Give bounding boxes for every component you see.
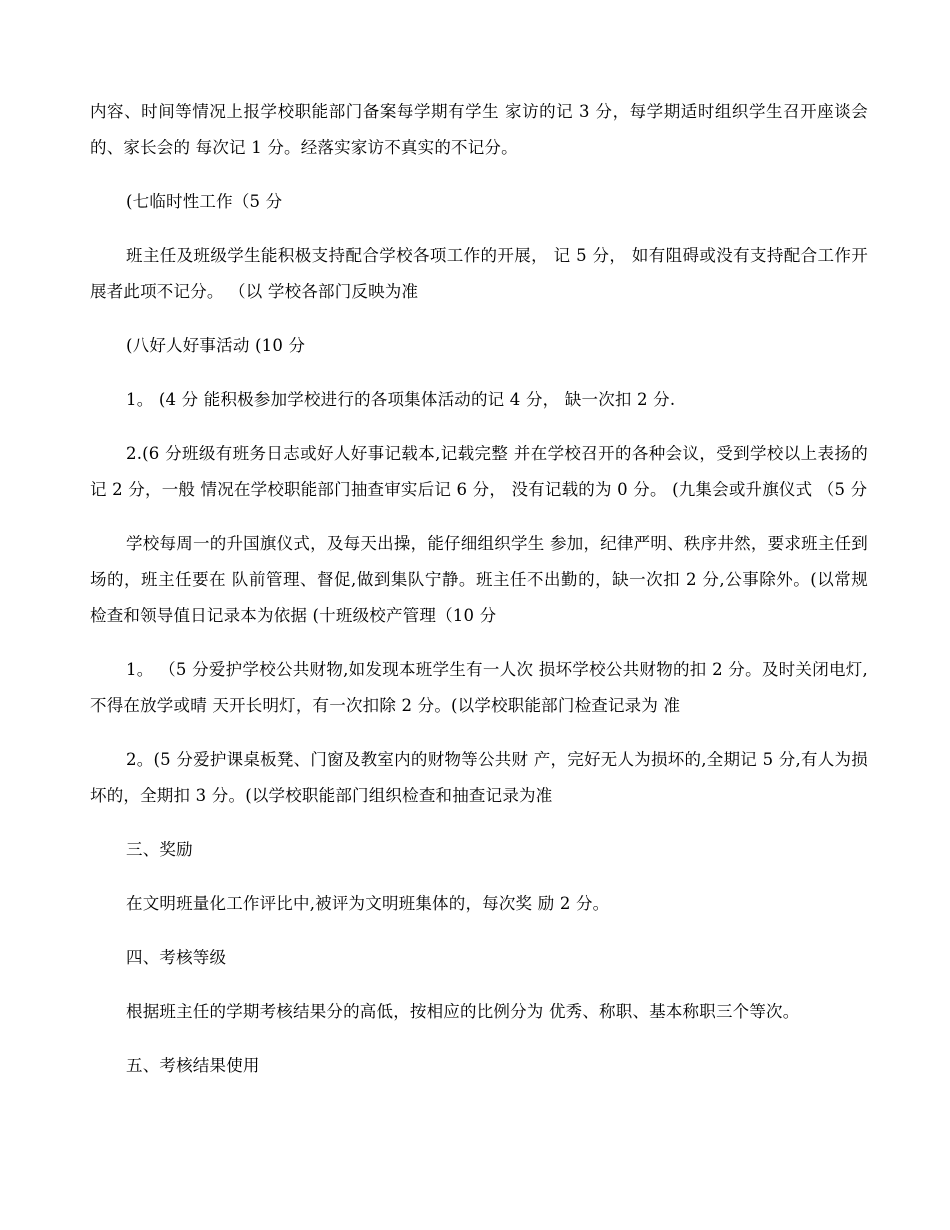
paragraph-property-item-2: 2。(5 分爱护课桌板凳、门窗及教室内的财物等公共财 产，完好无人为损坏的,全期记 5 分,有人为损坏的，全期扣 3 分。(以学校职能部门组织检查和抽查记录为准 bbox=[90, 750, 868, 805]
section-heading-temporary-work: (七临时性工作（5 分 bbox=[126, 192, 283, 211]
paragraph-temporary-work: 班主任及班级学生能积极支持配合学校各项工作的开展， 记 5 分， 如有阻碍或没有支持配合工作开展者此项不记分。 （以 学校各部门反映为准 bbox=[90, 246, 868, 301]
section-heading-result-usage: 五、考核结果使用 bbox=[126, 1056, 260, 1075]
paragraph-rewards: 在文明班量化工作评比中,被评为文明班集体的，每次奖 励 2 分。 bbox=[126, 894, 610, 913]
paragraph-good-deeds-item-2: 2.(6 分班级有班务日志或好人好事记载本,记载完整 并在学校召开的各种会议，受到学校以上表扬的记 2 分，一般 情况在学校职能部门抽查审实后记 6 分， 没有记载的为 0 分。 (九集会或升旗仪式 （5 分 bbox=[90, 444, 868, 499]
paragraph-good-deeds-item-1: 1。 (4 分 能积极参加学校进行的各项集体活动的记 4 分， 缺一次扣 2 分. bbox=[126, 390, 676, 409]
paragraph-flag-ceremony: 学校每周一的升国旗仪式，及每天出操，能仔细组织学生 参加，纪律严明、秩序井然，要求班主任到场的，班主任要在 队前管理、督促,做到集队宁静。班主任不出勤的，缺一次扣 2 分,公事除外。(以常规检查和领导值日记录本为依据 (十班级校产管理（10 分 bbox=[90, 534, 868, 625]
paragraph-property-item-1: 1。 （5 分爱护学校公共财物,如发现本班学生有一人次 损坏学校公共财物的扣 2 分。及时关闭电灯,不得在放学或晴 天开长明灯，有一次扣除 2 分。(以学校职能部门检查记录为 准 bbox=[90, 660, 868, 715]
document-body bbox=[90, 94, 868, 1084]
section-heading-good-deeds: (八好人好事活动 (10 分 bbox=[126, 336, 306, 355]
paragraph-assessment-levels: 根据班主任的学期考核结果分的高低，按相应的比例分为 优秀、称职、基本称职三个等次。 bbox=[126, 1002, 800, 1021]
paragraph-home-visit-continued: 内容、时间等情况上报学校职能部门备案每学期有学生 家访的记 3 分，每学期适时组织学生召开座谈会的、家长会的 每次记 1 分。经落实家访不真实的不记分。 bbox=[90, 102, 868, 157]
section-heading-assessment-levels: 四、考核等级 bbox=[126, 948, 227, 967]
section-heading-rewards: 三、奖励 bbox=[126, 840, 193, 859]
